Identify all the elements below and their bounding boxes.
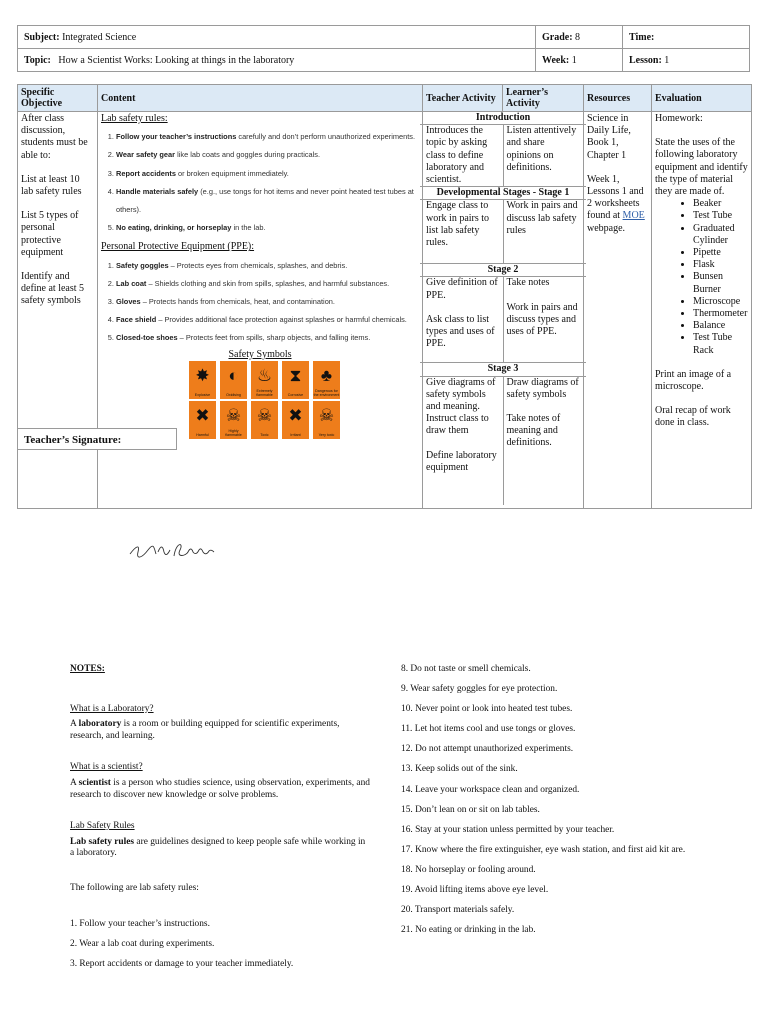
ppe-item-title: Safety goggles — [116, 260, 169, 270]
safety-rule: 19. Avoid lifting items above eye level. — [401, 885, 549, 896]
rule-item — [116, 146, 419, 164]
stage3-teacher-a: Give diagrams of safety symbols and meaning. — [426, 376, 496, 413]
equipment-item: • Beaker — [693, 198, 748, 210]
week-cell — [536, 49, 623, 72]
rules-rest: are guidelines designed to keep people safe while working in a laboratory. — [70, 836, 366, 859]
resources-cell — [584, 112, 652, 509]
symbol-caption: Very toxic — [318, 432, 335, 437]
symbols-heading: Safety Symbols — [228, 348, 292, 360]
equipment-item: • Balance — [693, 320, 748, 332]
stage1-teacher: Engage class to work in pairs to list lab safety rules. — [426, 200, 490, 249]
intro-heading: Introduction — [420, 112, 586, 125]
header-content: Content — [98, 85, 423, 112]
time-cell — [623, 26, 750, 49]
safety-rule: 18. No horseplay or fooling around. — [401, 864, 536, 875]
ppe-list — [101, 257, 419, 348]
safety-rule: 11. Let hot items cool and use tongs or gloves. — [401, 724, 576, 735]
notes-heading: NOTES: — [70, 664, 105, 674]
ppe-item — [116, 293, 419, 311]
rule-item-text: carefully and don’t perform unauthorized experiments. — [236, 132, 416, 142]
safety-rule: 2. Wear a lab coat during experiments. — [70, 938, 215, 949]
rule-item-title: Handle materials safely — [116, 186, 199, 196]
highly-toxic-icon-glyph: ☠ — [225, 405, 242, 425]
objective-intro: After class discussion, students must be able to: — [21, 113, 88, 161]
oxidising-icon — [220, 361, 247, 399]
header-teacher-activity: Teacher Activity — [423, 85, 503, 112]
ppe-item-text: – Provides additional face protection against splashes or harmful chemicals. — [156, 315, 407, 325]
print-instruction: Print an image of a microscope. — [655, 368, 732, 393]
topic-label: Topic: — [24, 54, 51, 66]
ppe-item-title: Face shield — [116, 315, 157, 325]
ppe-heading: Personal Protective Equipment (PPE): — [101, 241, 255, 253]
equipment-item: • Bunsen Burner — [693, 271, 748, 295]
highly-toxic-icon — [220, 401, 247, 439]
irritant-icon-glyph: ✖ — [288, 405, 303, 425]
safety-rule: 12. Do not attempt unauthorized experiments. — [401, 744, 574, 755]
symbol-caption: Explosive — [194, 392, 211, 397]
flammable-icon-glyph: ♨ — [256, 365, 273, 385]
week-value: 1 — [571, 54, 577, 66]
subject-cell — [18, 26, 536, 49]
corrosive-icon-glyph: ⧗ — [289, 365, 302, 385]
topic-value: How a Scientist Works: Looking at things in the laboratory — [58, 54, 295, 66]
equipment-item: • Test Tube Rack — [693, 332, 748, 356]
rules-list — [101, 128, 419, 237]
stage3-heading: Stage 3 — [420, 362, 586, 376]
safety-rule: 16. Stay at your station unless permitted by your teacher. — [401, 824, 615, 835]
safety-rules-definition — [70, 837, 370, 860]
rule-item-title: Follow your teacher’s instructions — [116, 132, 237, 142]
ppe-item — [116, 311, 419, 329]
rule-item-text: or broken equipment immediately. — [175, 168, 289, 178]
intro-pair — [423, 125, 583, 186]
evaluation-cell — [652, 112, 752, 509]
rule-item-title: Wear safety gear — [116, 150, 176, 160]
irritant-icon — [282, 401, 309, 439]
left-rules-list — [70, 919, 370, 971]
ppe-item — [116, 257, 419, 275]
oxidising-icon-glyph: ◐ — [228, 365, 239, 385]
notes-left-column — [70, 664, 370, 979]
rule-item-text: (e.g., use tongs for hot items and never point heated test tubes at others). — [116, 186, 414, 215]
ppe-item — [116, 329, 419, 347]
time-label: Time: — [629, 31, 655, 43]
environment-icon-glyph: ♣ — [320, 365, 333, 385]
stage3-teacher-b: Instruct class to draw them — [426, 413, 489, 437]
signature-label-box — [17, 428, 177, 450]
symbol-caption: Oxidising — [226, 392, 241, 397]
toxic-icon — [251, 401, 278, 439]
homework-text: State the uses of the following laboratory equipment and identify the type of material they are made of. — [655, 137, 748, 198]
scientist-definition — [70, 778, 370, 801]
subject-value: Integrated Science — [62, 31, 137, 43]
safety-symbols-grid — [189, 361, 349, 441]
objective-1: List at least 10 lab safety rules — [21, 173, 82, 198]
lab-term: laboratory — [78, 719, 122, 730]
stage1-heading: Developmental Stages - Stage 1 — [420, 186, 586, 200]
subject-label: Subject: — [24, 31, 60, 43]
homework-label: Homework: — [655, 113, 703, 124]
sci-rest: is a person who studies science, using observation, experiments, and research to discover new knowledge or solve problems. — [70, 777, 370, 800]
symbol-caption: Harmful — [196, 432, 209, 437]
equipment-item: • Thermometer — [693, 308, 748, 320]
table-header-row — [18, 85, 752, 112]
intro-learner: Listen attentively and share opinions on definitions. — [503, 125, 584, 186]
sci-pre: A — [70, 777, 79, 788]
signature-label: Teacher’s Signature: — [24, 434, 122, 446]
flammable-icon — [251, 361, 278, 399]
resource-book: Science in Daily Life, Book 1, Chapter 1 — [587, 113, 631, 161]
stage2-learner-a: Take notes — [506, 277, 550, 289]
scientist-question: What is a scientist? — [70, 762, 143, 773]
ppe-item — [116, 275, 419, 293]
safety-rule: 21. No eating or drinking in the lab. — [401, 925, 536, 936]
safety-rule: 13. Keep solids out of the sink. — [401, 764, 518, 775]
equipment-item: • Microscope — [693, 296, 748, 308]
ppe-item-title: Lab coat — [116, 278, 147, 288]
explosive-icon-glyph: ✸ — [195, 365, 210, 385]
objective-3: Identify and define at least 5 safety symbols — [21, 271, 85, 307]
rule-item-text: like lab coats and goggles during practicals. — [175, 150, 321, 160]
rules-term: Lab safety rules — [70, 836, 135, 847]
sci-term: scientist — [78, 777, 111, 788]
lesson-label: Lesson: — [629, 54, 662, 66]
environment-icon — [313, 361, 340, 399]
ppe-item-title: Gloves — [116, 297, 141, 307]
safety-rule: 20. Transport materials safely. — [401, 905, 515, 916]
safety-rule: 1. Follow your teacher’s instructions. — [70, 918, 210, 929]
symbol-caption: Highly flammable — [225, 428, 242, 437]
rule-item — [116, 165, 419, 183]
equipment-item: • Test Tube — [693, 210, 748, 222]
grade-label: Grade: — [542, 31, 573, 43]
rule-item — [116, 183, 419, 219]
recap-text: Oral recap of work done in class. — [655, 405, 731, 429]
header-learner-activity: Learner’s Activity — [503, 85, 584, 112]
rule-item — [116, 219, 419, 237]
rule-item-title: Report accidents — [116, 168, 176, 178]
rule-item-text: in the lab. — [231, 223, 266, 233]
ppe-item-text: – Protects eyes from chemicals, splashes, and debris. — [168, 260, 348, 270]
safety-rule: 3. Report accidents or damage to your teacher immediately. — [70, 958, 294, 969]
ppe-item-text: – Shields clothing and skin from spills, splashes, and harmful substances. — [146, 278, 390, 288]
lab-pre: A — [70, 719, 79, 730]
equipment-list — [655, 198, 748, 357]
ppe-item-text: – Protects feet from spills, sharp objects, and falling items. — [177, 333, 371, 343]
stage3-learner-b: Take notes of meaning and definitions. — [506, 413, 561, 449]
laboratory-question: What is a Laboratory? — [70, 703, 154, 714]
grade-value: 8 — [575, 31, 581, 43]
rule-item — [116, 128, 419, 146]
safety-rule: 15. Don’t lean on or sit on lab tables. — [401, 804, 540, 815]
week-label: Week: — [542, 54, 570, 66]
header-resources: Resources — [584, 85, 652, 112]
ppe-item-text: – Protects hands from chemicals, heat, and contamination. — [140, 297, 335, 307]
harmful-icon — [189, 401, 216, 439]
resource-suffix: webpage. — [587, 222, 626, 234]
safety-rule: 10. Never point or look into heated test tubes. — [401, 704, 573, 715]
equipment-item: • Graduated Cylinder — [693, 223, 748, 247]
lesson-cell — [623, 49, 750, 72]
symbol-caption: Extremely flammable — [256, 388, 273, 397]
rules-heading: Lab safety rules: — [101, 113, 168, 124]
rule-item-title: No eating, drinking, or horseplay — [116, 223, 232, 233]
symbol-caption: Toxic — [260, 432, 269, 437]
notes-right-column — [401, 664, 701, 945]
objective-2: List 5 types of personal protective equipment — [21, 210, 79, 258]
activities-cell — [423, 112, 584, 509]
symbol-caption: Irritant — [290, 432, 301, 437]
resource-worksheets: Week 1, Lessons 1 and 2 worksheets found at — [587, 173, 644, 222]
very-toxic-icon — [313, 401, 340, 439]
following-rules-intro: The following are lab safety rules: — [70, 882, 199, 893]
safety-rule: 14. Leave your workspace clean and organized. — [401, 784, 580, 795]
grade-cell — [536, 26, 623, 49]
very-toxic-icon-glyph: ☠ — [318, 405, 335, 425]
topic-cell — [18, 49, 536, 72]
lab-rest: is a room or building equipped for scientific experiments, research, and learning. — [70, 719, 340, 741]
stage2-teacher-a: Give definition of PPE. — [426, 277, 498, 301]
laboratory-definition — [70, 719, 370, 742]
stage3-pair — [423, 377, 583, 505]
stage3-learner-a: Draw diagrams of safety symbols — [506, 376, 579, 400]
stage2-teacher-b: Ask class to list types and uses of PPE. — [426, 313, 495, 350]
safety-rule: 8. Do not taste or smell chemicals. — [401, 664, 531, 674]
toxic-icon-glyph: ☠ — [256, 405, 273, 425]
corrosive-icon — [282, 361, 309, 399]
ppe-item-title: Closed-toe shoes — [116, 333, 178, 343]
stage3-teacher-c: Define laboratory equipment — [426, 449, 497, 473]
explosive-icon — [189, 361, 216, 399]
stage2-learner-b: Work in pairs and discuss types and uses of PPE. — [506, 301, 578, 338]
symbol-caption: Corrosive — [287, 392, 304, 397]
equipment-item: • Flask — [693, 259, 748, 271]
lesson-header-table — [17, 25, 750, 72]
harmful-icon-glyph: ✖ — [195, 405, 210, 425]
stage1-learner: Work in pairs and discuss lab safety rules — [503, 200, 584, 263]
header-evaluation: Evaluation — [652, 85, 752, 112]
lesson-value: 1 — [664, 54, 670, 66]
safety-rule: 9. Wear safety goggles for eye protection. — [401, 684, 558, 695]
safety-rule: 17. Know where the fire extinguisher, eye wash station, and first aid kit are. — [401, 844, 686, 855]
stage2-heading: Stage 2 — [420, 263, 586, 277]
stage2-pair — [423, 277, 583, 362]
moe-link[interactable]: MOE — [622, 210, 645, 222]
symbol-caption: Dangerous for the environment — [313, 388, 340, 397]
header-objective: Specific Objective — [18, 85, 98, 112]
safety-rules-question: Lab Safety Rules — [70, 821, 135, 832]
handwritten-signature — [128, 540, 218, 562]
intro-teacher: Introduces the topic by asking class to define laboratory and scientist. — [426, 125, 488, 186]
equipment-item: • Pipette — [693, 247, 748, 259]
stage1-pair — [423, 200, 583, 263]
